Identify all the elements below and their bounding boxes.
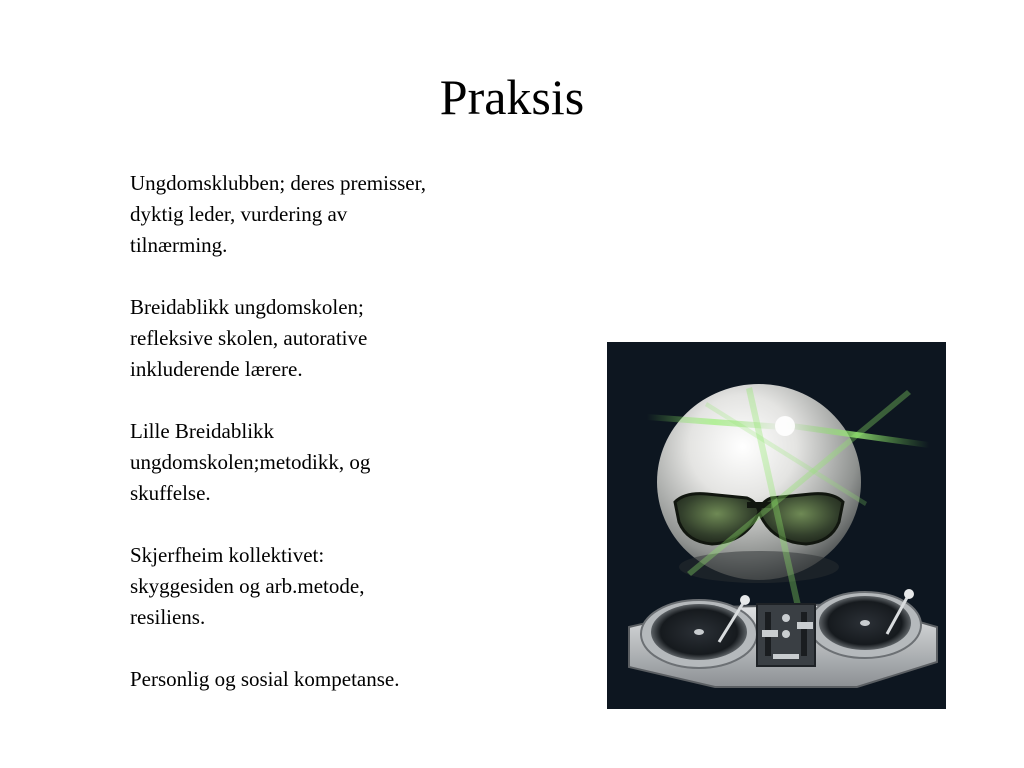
- paragraph-line: refleksive skolen, autorative: [130, 326, 368, 350]
- paragraph-line: ungdomskolen;metodikk, og: [130, 450, 371, 474]
- paragraph-line: tilnærming.: [130, 233, 228, 257]
- paragraph-line: skyggesiden og arb.metode,: [130, 574, 365, 598]
- paragraph-skjerfheim: [130, 540, 530, 633]
- paragraph-line: Skjerfheim kollektivet:: [130, 543, 325, 567]
- slide-body: [130, 168, 530, 726]
- paragraph-line: Ungdomsklubben; deres premisser,: [130, 171, 427, 195]
- paragraph-ungdomsklubben: [130, 168, 530, 261]
- dj-smiley-turntables-icon: [607, 342, 946, 709]
- paragraph-line: Personlig og sosial kompetanse.: [130, 667, 400, 691]
- paragraph-line: dyktig leder, vurdering av: [130, 202, 348, 226]
- paragraph-line: resiliens.: [130, 605, 206, 629]
- paragraph-line: Lille Breidablikk: [130, 419, 275, 443]
- paragraph-kompetanse: [130, 664, 530, 695]
- paragraph-line: inkluderende lærere.: [130, 357, 303, 381]
- slide-title: Praksis: [439, 69, 585, 125]
- paragraph-breidablikk: [130, 292, 530, 385]
- paragraph-line: Breidablikk ungdomskolen;: [130, 295, 364, 319]
- paragraph-lille-breidablikk: [130, 416, 530, 509]
- paragraph-line: skuffelse.: [130, 481, 211, 505]
